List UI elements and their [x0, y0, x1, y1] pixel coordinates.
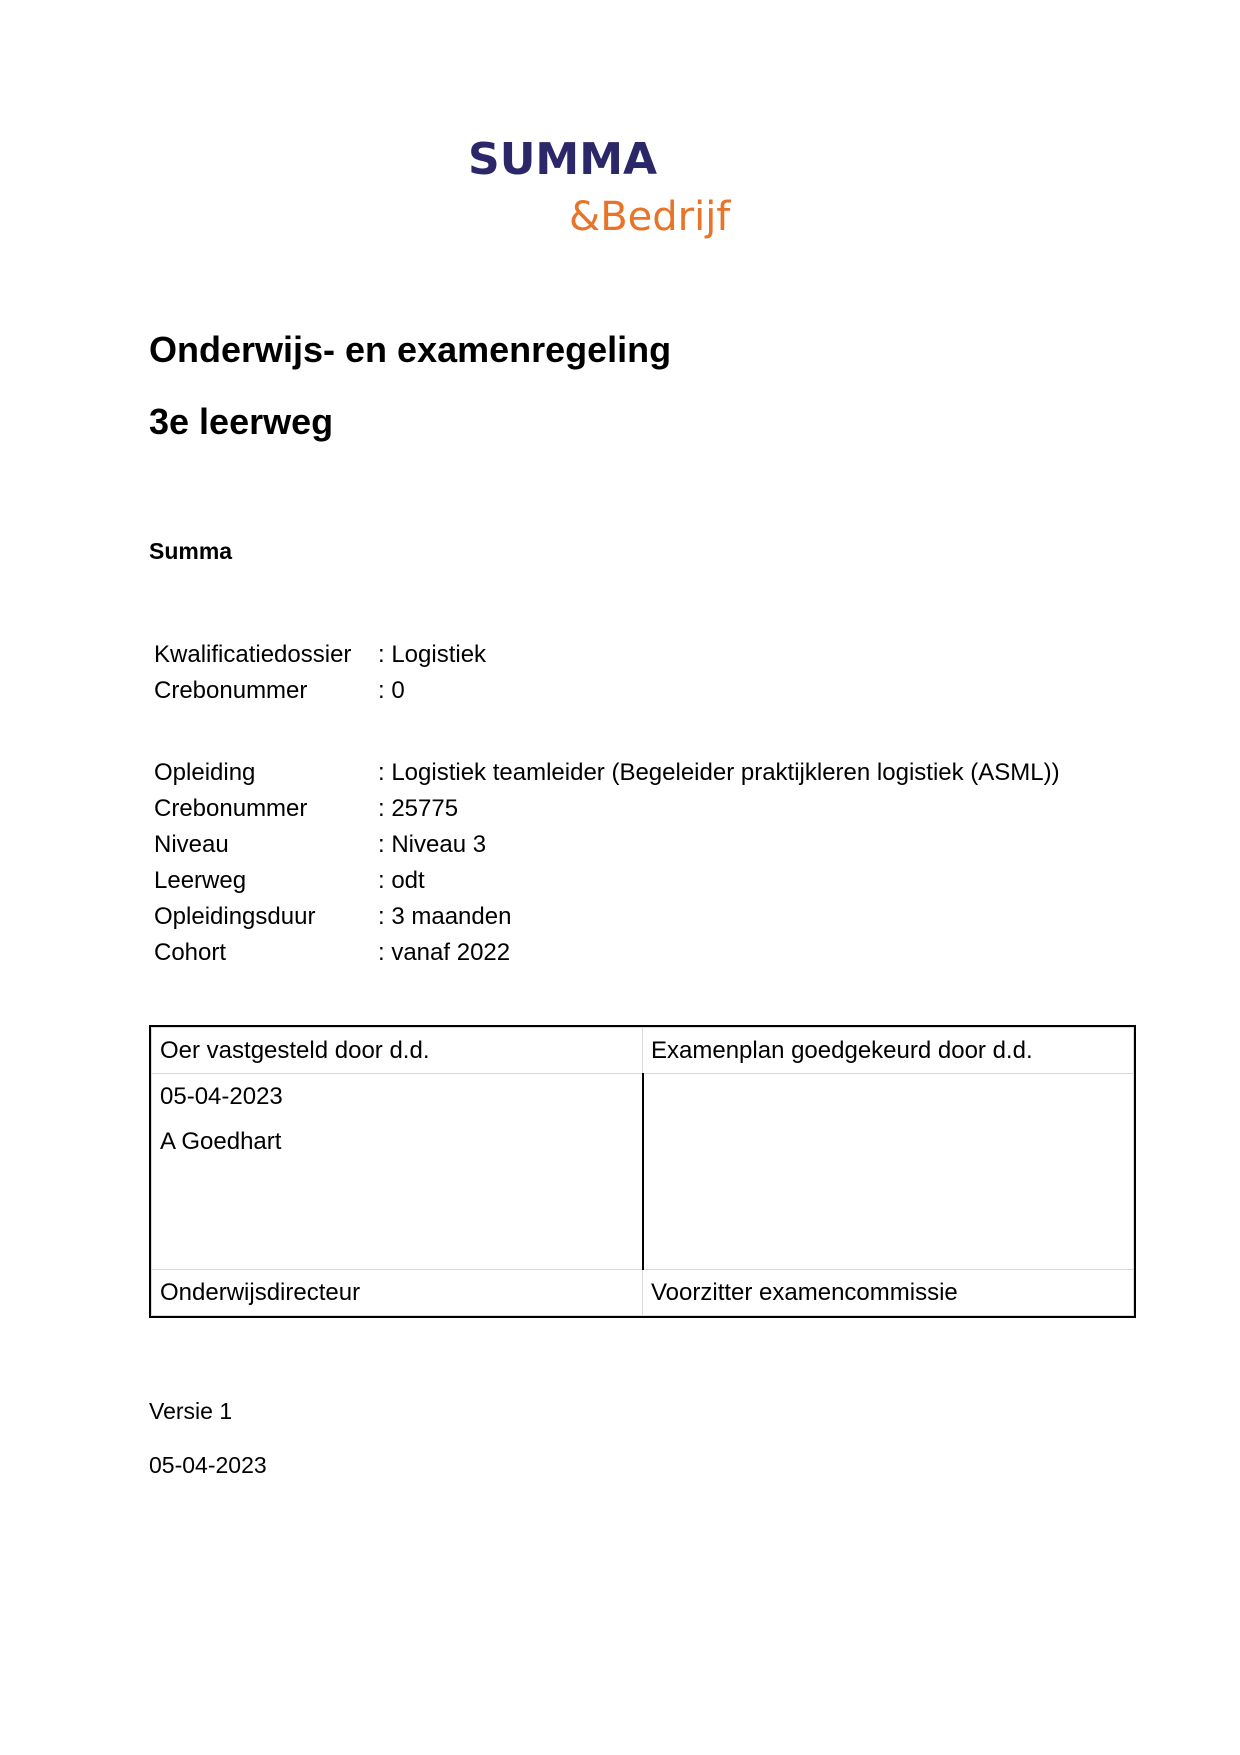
approval-table-grid	[151, 1027, 1134, 1316]
organization-name: Summa	[149, 538, 233, 564]
table-row	[152, 1074, 1134, 1270]
info-value: : 0	[378, 677, 405, 704]
role-cell-onderwijsdirecteur: Onderwijsdirecteur	[152, 1270, 643, 1316]
document-subtitle: 3e leerweg	[149, 401, 334, 442]
approver-name: A Goedhart	[160, 1128, 282, 1155]
info-label: Niveau	[154, 831, 229, 858]
info-label: Cohort	[154, 939, 227, 966]
info-row	[154, 791, 1060, 827]
role-cell-voorzitter: Voorzitter examencommissie	[643, 1270, 1134, 1316]
info-label: Leerweg	[154, 867, 247, 894]
info-row	[154, 827, 1060, 863]
info-value: : 3 maanden	[378, 903, 512, 930]
logo-graphic	[468, 130, 768, 240]
version-label: Versie 1	[149, 1398, 233, 1424]
info-label: Crebonummer	[154, 677, 308, 704]
header-cell-examenplan: Examenplan goedgekeurd door d.d.	[643, 1028, 1134, 1074]
info-value: : odt	[378, 867, 425, 894]
info-row	[154, 637, 486, 673]
version-date: 05-04-2023	[149, 1452, 267, 1478]
header-cell-oer: Oer vastgesteld door d.d.	[152, 1028, 643, 1074]
info-label: Kwalificatiedossier	[154, 641, 352, 668]
info-value: : 25775	[378, 795, 459, 822]
info-row	[154, 863, 1060, 899]
approval-table	[149, 1025, 1136, 1318]
program-info-list	[154, 755, 1060, 971]
info-value: : vanaf 2022	[378, 939, 511, 966]
info-value: : Logistiek	[378, 641, 487, 668]
info-row	[154, 673, 486, 709]
qualification-info-list	[154, 637, 486, 709]
summa-bedrijf-logo	[468, 130, 768, 240]
logo-line1: SUMMA	[468, 134, 658, 185]
document-title: Onderwijs- en examenregeling	[149, 329, 672, 370]
info-row	[154, 899, 1060, 935]
signature-cell-oer	[152, 1074, 643, 1270]
logo-line2: &Bedrijf	[569, 194, 731, 240]
info-value: : Logistiek teamleider (Begeleider praktijkleren logistiek (ASML))	[378, 759, 1060, 786]
info-label: Crebonummer	[154, 795, 308, 822]
info-value: : Niveau 3	[378, 831, 487, 858]
info-label: Opleidingsduur	[154, 903, 316, 930]
info-label: Opleiding	[154, 759, 256, 786]
info-row	[154, 755, 1060, 791]
approval-date: 05-04-2023	[160, 1083, 283, 1110]
table-row	[152, 1028, 1134, 1074]
info-row	[154, 935, 1060, 971]
signature-cell-examenplan	[643, 1074, 1134, 1270]
table-row	[152, 1270, 1134, 1316]
